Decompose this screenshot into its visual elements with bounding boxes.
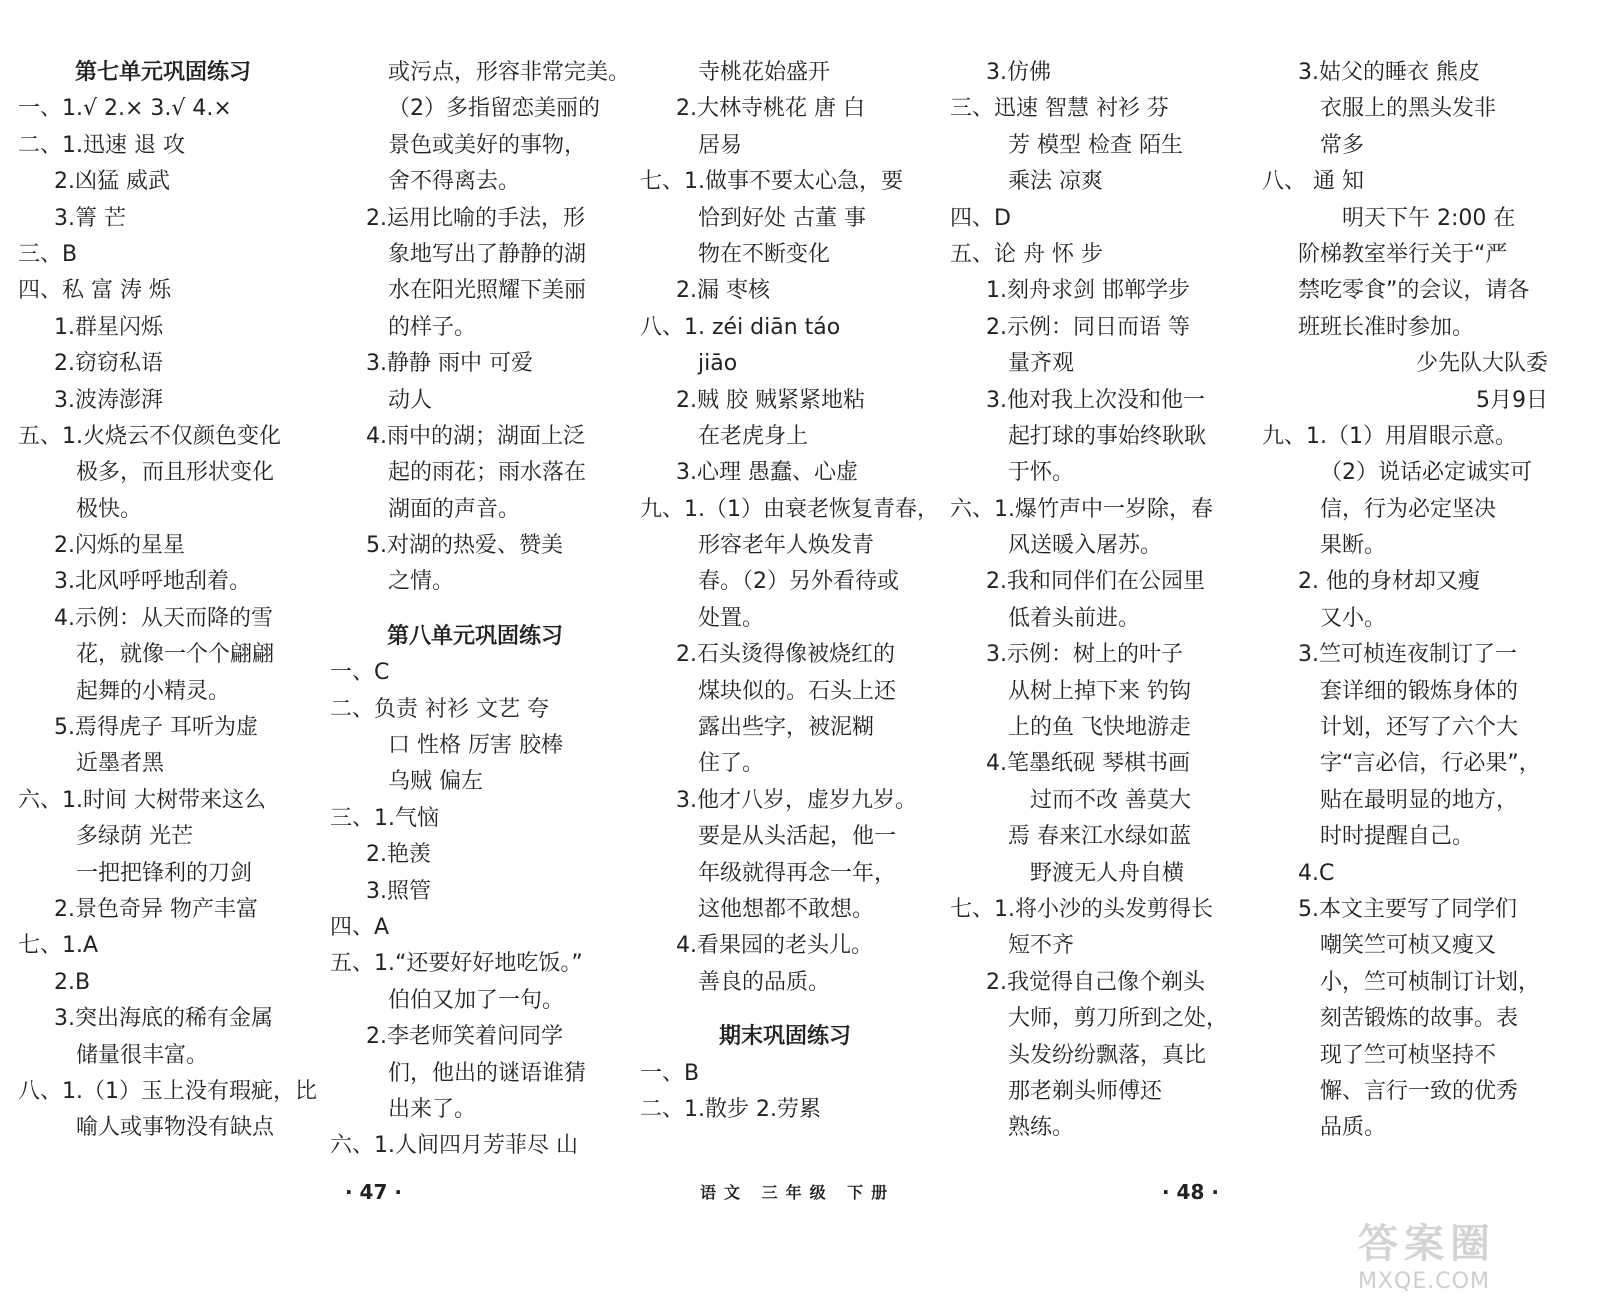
answer-line: 明天下午 2:00 在 xyxy=(1342,205,1516,231)
answer-line: 4.笔墨纸砚 琴棋书画 xyxy=(986,751,1190,777)
answer-line: 3.突出海底的稀有金属 xyxy=(54,1006,273,1032)
answer-line: 寺桃花始盛开 xyxy=(698,60,831,85)
answer-line: 3.姑父的睡衣 熊皮 xyxy=(1298,60,1480,85)
answer-line: 煤块似的。石头上还 xyxy=(698,678,897,704)
answer-line: 储量很丰富。 xyxy=(76,1042,209,1068)
answer-line: 伯伯又加了一句。 xyxy=(388,987,565,1013)
answer-line: 3.北风呼呼地刮着。 xyxy=(54,569,251,595)
answer-line: 四、A xyxy=(330,914,390,940)
answer-line: 七、1.将小沙的头发剪得长 xyxy=(950,896,1213,922)
answer-line: 喻人或事物没有缺点 xyxy=(76,1115,275,1141)
answer-line: 2.运用比喻的手法，形 xyxy=(366,205,585,231)
answer-line: 八、 通 知 xyxy=(1262,169,1364,195)
answer-line: 五、1.火烧云不仅颜色变化 xyxy=(18,423,281,449)
answer-line: 3.他才八岁，虚岁九岁。 xyxy=(676,787,917,813)
answer-line: 4.示例：从天而降的雪 xyxy=(54,605,273,631)
section-heading: 期末巩固练习 xyxy=(718,1024,851,1050)
answer-line: 舍不得离去。 xyxy=(388,169,521,195)
answer-column-4 xyxy=(950,55,1240,1147)
answer-line: 出来了。 xyxy=(388,1096,477,1122)
answer-line: 一、B xyxy=(640,1060,700,1086)
answer-line: 3.他对我上次没和他一 xyxy=(986,387,1205,413)
watermark-title: 答案圈 xyxy=(1358,1221,1496,1267)
answer-line: 2.艳羡 xyxy=(366,842,431,868)
answer-line: 这他想都不敢想。 xyxy=(698,896,875,922)
answer-line: 或污点，形容非常完美。 xyxy=(388,60,631,85)
answer-line: 形容老年人焕发青 xyxy=(698,533,875,559)
answer-line: 三、B xyxy=(18,241,78,267)
answer-line: 于怀。 xyxy=(1008,460,1075,486)
answer-line: 极快。 xyxy=(76,496,143,522)
answer-line: 六、1.时间 大树带来这么 xyxy=(18,787,266,813)
answer-line: 乘法 凉爽 xyxy=(1008,169,1103,195)
answer-line: 乌贼 偏左 xyxy=(388,769,483,795)
answer-line: 焉 春来江水绿如蓝 xyxy=(1008,824,1191,850)
answer-line: 在老虎身上 xyxy=(698,423,809,449)
answer-line: 贴在最明显的地方， xyxy=(1320,787,1519,813)
answer-line: 之情。 xyxy=(388,569,455,595)
answer-line: 水在阳光照耀下美丽 xyxy=(388,278,587,304)
answer-line: 2. 他的身材却又瘦 xyxy=(1298,569,1480,595)
section-heading: 第八单元巩固练习 xyxy=(386,623,563,649)
answer-line: 多绿荫 光芒 xyxy=(76,824,193,850)
answer-line: 现了竺可桢坚持不 xyxy=(1320,1042,1497,1068)
answer-line: 信，行为必定坚决 xyxy=(1320,496,1497,522)
answer-line: 起舞的小精灵。 xyxy=(76,678,231,704)
answer-line: 2.李老师笑着问同学 xyxy=(366,1024,563,1050)
answer-line: 九、1.（1）由衰老恢复青春， xyxy=(640,496,939,522)
answer-line: 2.我和同伴们在公园里 xyxy=(986,569,1205,595)
answer-line: 2.示例：同日而语 等 xyxy=(986,314,1190,340)
answer-line: 禁吃零食”的会议，请各 xyxy=(1298,278,1530,304)
answer-line: 1.刻舟求剑 邯郸学步 xyxy=(986,278,1190,304)
answer-line: 们，他出的谜语谁猜 xyxy=(388,1060,587,1086)
answer-line: 3.照管 xyxy=(366,878,431,904)
answer-line: 六、1.人间四月芳菲尽 山 xyxy=(330,1133,578,1159)
answer-line: 四、私 富 涛 烁 xyxy=(18,278,171,304)
answer-line: 近墨者黑 xyxy=(76,751,165,777)
answer-line: 2.窃窃私语 xyxy=(54,351,163,377)
answer-line: 露出些字，被泥糊 xyxy=(698,715,875,741)
answer-line: 5.本文主要写了同学们 xyxy=(1298,896,1517,922)
answer-line: 2.石头烫得像被烧红的 xyxy=(676,642,895,668)
answer-line: 3.波涛澎湃 xyxy=(54,387,163,413)
answer-line: 2.贼 胶 贼紧紧地粘 xyxy=(676,387,865,413)
answer-line: 三、1.气恼 xyxy=(330,805,439,831)
answer-line: 套详细的锻炼身体的 xyxy=(1320,678,1519,704)
answer-line: 过而不改 善莫大 xyxy=(1030,787,1191,813)
answer-line: 4.看果园的老头儿。 xyxy=(676,933,873,959)
answer-line: 3.箐 芒 xyxy=(54,205,126,231)
answer-line: 二、1.散步 2.劳累 xyxy=(640,1096,821,1122)
answer-column-1 xyxy=(18,55,317,1147)
answer-line: 七、1.A xyxy=(18,933,99,959)
answer-line: 4.C xyxy=(1298,860,1335,886)
answer-line: 3.竺可桢连夜制订了一 xyxy=(1298,642,1517,668)
answer-line: 熟练。 xyxy=(1008,1115,1075,1141)
answer-line: 居易 xyxy=(698,132,743,158)
answer-line: 量齐观 xyxy=(1008,351,1075,377)
answer-line: （2）说话必定诚实可 xyxy=(1320,460,1532,486)
answer-line: 年级就得再念一年， xyxy=(698,860,897,886)
answer-line: jiāo xyxy=(698,351,738,377)
answer-line: 5.对湖的热爱、赞美 xyxy=(366,533,563,559)
answer-line: 象地写出了静静的湖 xyxy=(388,241,587,267)
watermark-logo xyxy=(1358,1212,1578,1294)
answer-line: 2.闪烁的星星 xyxy=(54,533,185,559)
answer-line: 5.焉得虎子 耳听为虚 xyxy=(54,715,258,741)
answer-line: 那老剃头师傅还 xyxy=(1008,1078,1163,1104)
answer-line: 八、1. zéi diān táo xyxy=(640,314,841,340)
answer-line: 春。（2）另外看待或 xyxy=(698,569,899,595)
answer-line: 低着头前进。 xyxy=(1008,605,1141,631)
answer-line: 少先队大队委 xyxy=(1415,351,1548,377)
answer-line: 二、1.迅速 退 攻 xyxy=(18,132,185,158)
answer-line: 极多，而且形状变化 xyxy=(76,460,275,486)
answer-line: 衣服上的黑头发非 xyxy=(1320,96,1497,122)
spacer xyxy=(640,1001,930,1019)
answer-line: 从树上掉下来 钓钩 xyxy=(1008,678,1191,704)
answer-line: 2.漏 枣核 xyxy=(676,278,770,304)
answer-line: 时时提醒自己。 xyxy=(1320,824,1475,850)
answer-line: 野渡无人舟自横 xyxy=(1030,860,1185,886)
answer-line: 起打球的事始终耿耿 xyxy=(1008,423,1207,449)
answer-line: 口 性格 厉害 胶棒 xyxy=(388,733,563,759)
answer-line: 小，竺可桢制订计划， xyxy=(1320,969,1541,995)
answer-line: 花，就像一个个翩翩 xyxy=(76,642,275,668)
answer-line: 4.雨中的湖；湖面上泛 xyxy=(366,423,585,449)
answer-line: 品质。 xyxy=(1320,1115,1387,1141)
answer-line: 3.静静 雨中 可爱 xyxy=(366,351,533,377)
answer-line: 阶梯教室举行关于“严 xyxy=(1298,241,1508,267)
answer-line: 3.示例：树上的叶子 xyxy=(986,642,1183,668)
answer-line: 住了。 xyxy=(698,751,765,777)
answer-line: 又小。 xyxy=(1320,605,1387,631)
answer-line: 字“言必信，行必果”， xyxy=(1320,751,1541,777)
answer-line: 一把把锋利的刀剑 xyxy=(76,860,253,886)
answer-column-3 xyxy=(640,55,939,1128)
answer-line: 物在不断变化 xyxy=(698,241,831,267)
answer-line: 八、1.（1）玉上没有瑕疵，比 xyxy=(18,1078,317,1104)
answer-line: 2.景色奇异 物产丰富 xyxy=(54,896,258,922)
answer-line: 3.心理 愚蠢、心虚 xyxy=(676,460,858,486)
footer-book-title: 语文 三年级 下册 xyxy=(700,1183,896,1202)
answer-line: 九、1.（1）用眉眼示意。 xyxy=(1262,423,1517,449)
answer-line: 四、D xyxy=(950,205,1011,231)
answer-line: 嘲笑竺可桢又瘦又 xyxy=(1320,933,1497,959)
answer-line: 2.大林寺桃花 唐 白 xyxy=(676,96,865,122)
answer-line: 处置。 xyxy=(698,605,765,631)
answer-line: 班班长准时参加。 xyxy=(1298,314,1475,340)
answer-line: 果断。 xyxy=(1320,533,1387,559)
answer-line: 湖面的声音。 xyxy=(388,496,521,522)
answer-line: 2.B xyxy=(54,969,91,995)
answer-line: 计划，还写了六个大 xyxy=(1320,715,1519,741)
answer-column-5 xyxy=(1262,55,1552,1147)
answer-line: 芳 模型 检查 陌生 xyxy=(1008,132,1183,158)
answer-line: 常多 xyxy=(1320,132,1365,158)
answer-line: 一、C xyxy=(330,660,390,686)
answer-line: 5月9日 xyxy=(1476,387,1548,413)
answer-line: 上的鱼 飞快地游走 xyxy=(1008,715,1191,741)
answer-line: 二、负责 衬衫 文艺 夸 xyxy=(330,696,549,722)
answer-line: 起的雨花；雨水落在 xyxy=(388,460,587,486)
answer-column-2 xyxy=(330,55,631,1165)
answer-line: 短不齐 xyxy=(1008,933,1075,959)
answer-line: 2.凶猛 威武 xyxy=(54,169,170,195)
answer-line: 三、迅速 智慧 衬衫 芬 xyxy=(950,96,1169,122)
answer-line: 景色或美好的事物， xyxy=(388,132,587,158)
answer-line: 1.群星闪烁 xyxy=(54,314,163,340)
answer-line: 恰到好处 古董 事 xyxy=(698,205,866,231)
answer-line: 五、1.“还要好好地吃饭。” xyxy=(330,951,583,977)
answer-line: 大师，剪刀所到之处， xyxy=(1008,1006,1229,1032)
answer-line: 五、论 舟 怀 步 xyxy=(950,241,1103,267)
answer-line: 2.我觉得自己像个剃头 xyxy=(986,969,1205,995)
answer-line: 一、1.√ 2.× 3.√ 4.× xyxy=(18,96,232,122)
answer-line: 刻苦锻炼的故事。表 xyxy=(1320,1006,1519,1032)
answer-line: 风送暖入屠苏。 xyxy=(1008,533,1163,559)
answer-line: 的样子。 xyxy=(388,314,477,340)
answer-line: 懈、言行一致的优秀 xyxy=(1320,1078,1519,1104)
answer-line: 要是从头活起，他一 xyxy=(698,824,897,850)
answer-line: 六、1.爆竹声中一岁除，春 xyxy=(950,496,1213,522)
answer-line: （2）多指留恋美丽的 xyxy=(388,96,600,122)
spacer xyxy=(330,601,620,619)
page-number-left: · 47 · xyxy=(345,1180,402,1204)
section-heading: 第七单元巩固练习 xyxy=(74,60,251,85)
answer-line: 善良的品质。 xyxy=(698,969,831,995)
answer-line: 头发纷纷飘落，真比 xyxy=(1008,1042,1207,1068)
watermark-url: MXQE.COM xyxy=(1358,1269,1490,1294)
page-number-right: · 48 · xyxy=(1162,1180,1219,1204)
answer-line: 七、1.做事不要太心急，要 xyxy=(640,169,903,195)
answer-line: 3.仿佛 xyxy=(986,60,1051,85)
answer-line: 动人 xyxy=(388,387,433,413)
